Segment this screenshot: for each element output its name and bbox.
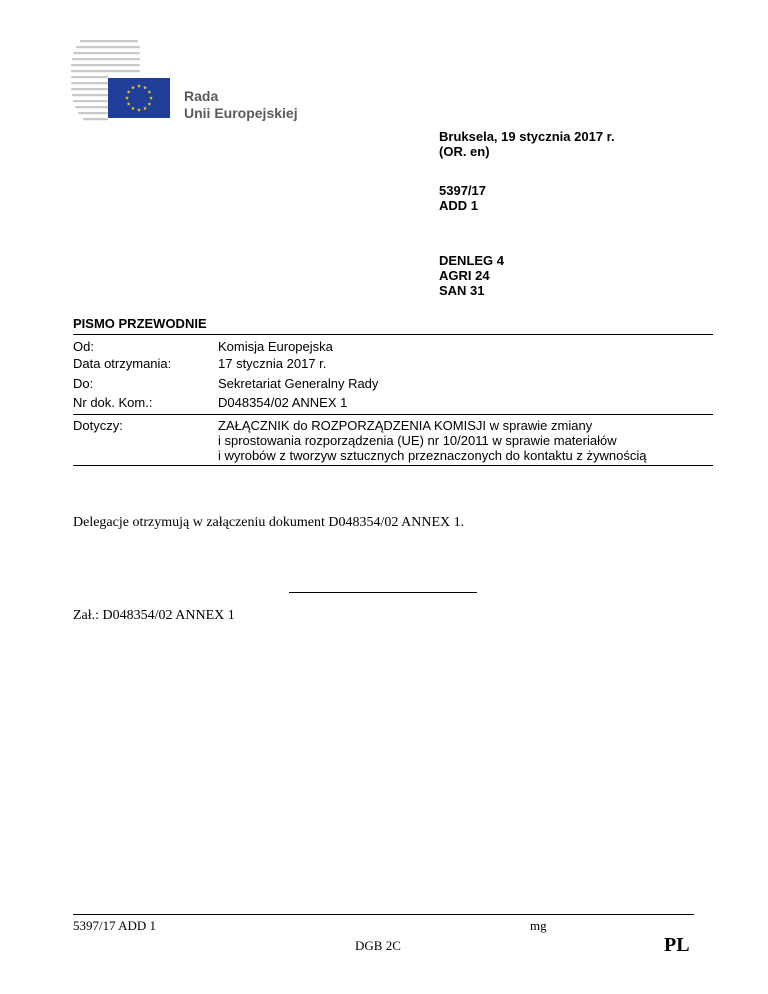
subject-line-2: i sprostowania rozporządzenia (UE) nr 10/2011 w sprawie materiałów [218, 433, 617, 448]
value-subject [218, 418, 713, 463]
code-agri: AGRI 24 [439, 268, 490, 283]
label-com-doc: Nr dok. Kom.: [73, 395, 153, 410]
separator-line [289, 592, 477, 593]
place-date: Bruksela, 19 stycznia 2017 r. [439, 129, 615, 144]
footer-initials: mg [530, 918, 547, 933]
row-subject [73, 414, 713, 465]
code-san: SAN 31 [439, 283, 485, 298]
addendum: ADD 1 [439, 198, 479, 213]
subject-line-3: i wyrobów z tworzyw sztucznych przeznaczonych do kontaktu z żywnością [218, 448, 647, 463]
footer-rule [73, 914, 694, 915]
enclosure-text: Zał.: D048354/02 ANNEX 1 [73, 608, 235, 623]
row-received [73, 356, 713, 376]
delegations-text: Delegacje otrzymują w załączeniu dokument D048354/02 ANNEX 1. [73, 515, 465, 530]
value-received: 17 stycznia 2017 r. [218, 356, 327, 371]
row-from [73, 335, 713, 356]
logo-text-line2: Unii Europejskiej [184, 105, 298, 121]
transmittal-title: PISMO PRZEWODNIE [73, 316, 207, 331]
label-from: Od: [73, 339, 94, 354]
label-subject: Dotyczy: [73, 418, 123, 433]
code-denleg: DENLEG 4 [439, 253, 505, 268]
value-com-doc: D048354/02 ANNEX 1 [218, 395, 348, 410]
divider [73, 465, 713, 466]
council-logo [70, 38, 310, 124]
row-com-doc [73, 395, 713, 414]
label-to: Do: [73, 376, 94, 391]
logo-text-line1: Rada [184, 88, 219, 104]
footer-language: PL [664, 934, 690, 956]
original-language: (OR. en) [439, 144, 490, 159]
transmittal-note [73, 316, 713, 466]
row-to [73, 376, 713, 395]
value-to: Sekretariat Generalny Rady [218, 376, 379, 391]
doc-number: 5397/17 [439, 183, 486, 198]
footer-doc-ref: 5397/17 ADD 1 [73, 918, 157, 933]
footer-unit: DGB 2C [355, 938, 401, 953]
label-received: Data otrzymania: [73, 356, 172, 371]
subject-line-1: ZAŁĄCZNIK do ROZPORZĄDZENIA KOMISJI w sprawie zmiany [218, 418, 593, 433]
value-from: Komisja Europejska [218, 339, 333, 354]
